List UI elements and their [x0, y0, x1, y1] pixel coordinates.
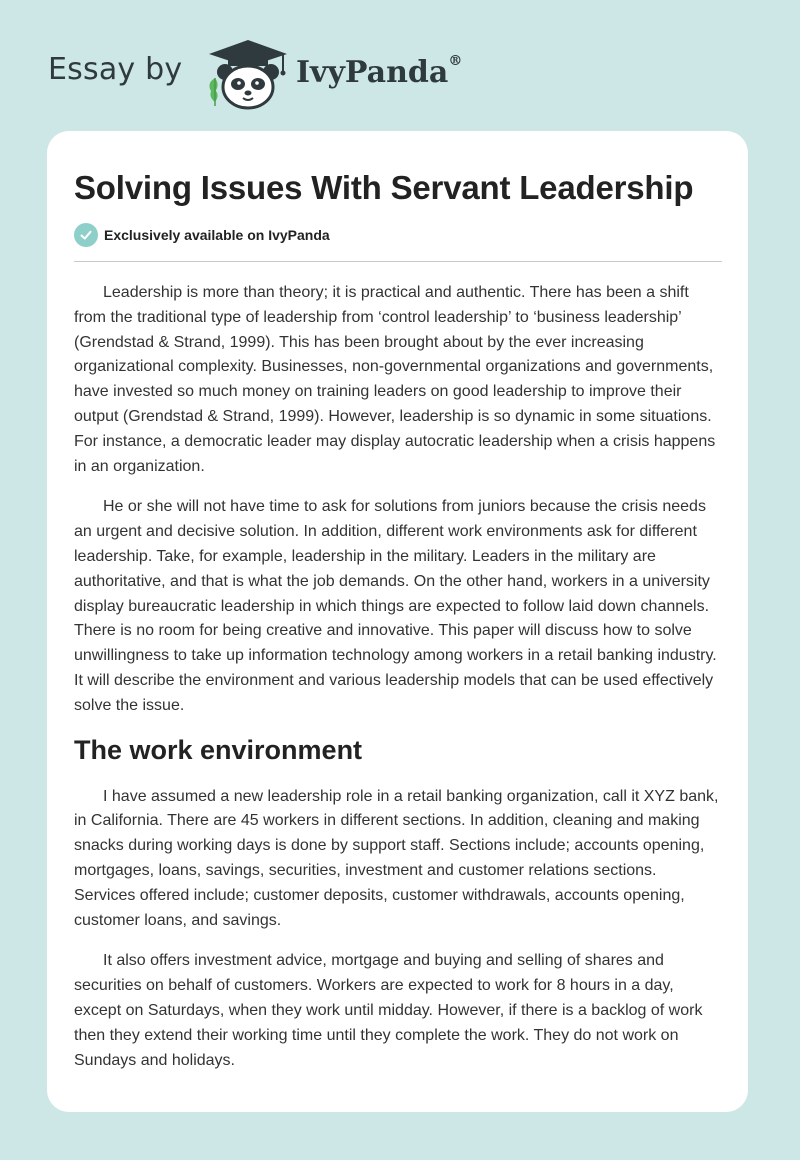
essay-card — [47, 131, 748, 1112]
brand-text: IvyPanda — [296, 55, 449, 90]
site-header — [0, 0, 800, 130]
paragraph: It also offers investment advice, mortgage and buying and selling of shares and securities on behalf of customers. Workers are expected to work for 8 hours in a day, except on Saturdays, when they work until midday. However, if there is a backlog of work then they extend their working time until they complete the work. They do not work on Sundays and holidays. — [74, 952, 703, 1069]
exclusive-badge — [74, 223, 330, 247]
section-heading: The work environment — [74, 734, 363, 765]
essay-title: Solving Issues With Servant Leadership — [74, 169, 694, 206]
check-icon — [74, 223, 98, 247]
divider — [74, 261, 722, 262]
paragraph: I have assumed a new leadership role in a retail banking organization, call it XYZ bank, in California. There are 45 workers in different sections. In addition, cleaning and making snacks during working days is done by support staff. Sections include; accounts opening, mortgages, loans, savings, securities, investment and customer relations sections. Services offered include; customer deposits, customer withdrawals, accounts opening, customer loans, and savings. — [74, 787, 719, 929]
essay-body — [74, 281, 722, 1089]
essay-by-label: Essay by — [48, 52, 183, 87]
registered-mark: ® — [448, 53, 463, 69]
panda-graduate-icon[interactable] — [203, 38, 293, 110]
paragraph: He or she will not have time to ask for solutions from juniors because the crisis needs an urgent and decisive solution. In addition, different work environments ask for different leadership. Take, for example, leadership in the military. Leaders in the military are authoritative, and that is what the job demands. On the other hand, workers in a university display bureaucratic leadership in which things are expected to follow laid down channels. There is no room for being creative and innovative. This paper will discuss how to solve unwillingness to take up information technology among workers in a retail banking industry. It will describe the environment and various leadership models that can be used effectively solve the issue. — [74, 498, 717, 714]
exclusive-badge-label: Exclusively available on IvyPanda — [104, 227, 330, 243]
paragraph: Leadership is more than theory; it is practical and authentic. There has been a shift from the traditional type of leadership from ‘control leadership’ to ‘business leadership’ (Grendstad & Strand, 1999). This has been brought about by the ever increasing organizational complexity. Businesses, non-governmental organizations and governments, have invested so much money on training leaders on good leadership to improve their output (Grendstad & Strand, 1999). However, leadership is so dynamic in some situations. For instance, a democratic leader may display autocratic leadership when a crisis happens in an organization. — [74, 284, 716, 475]
brand-name[interactable] — [296, 55, 462, 90]
